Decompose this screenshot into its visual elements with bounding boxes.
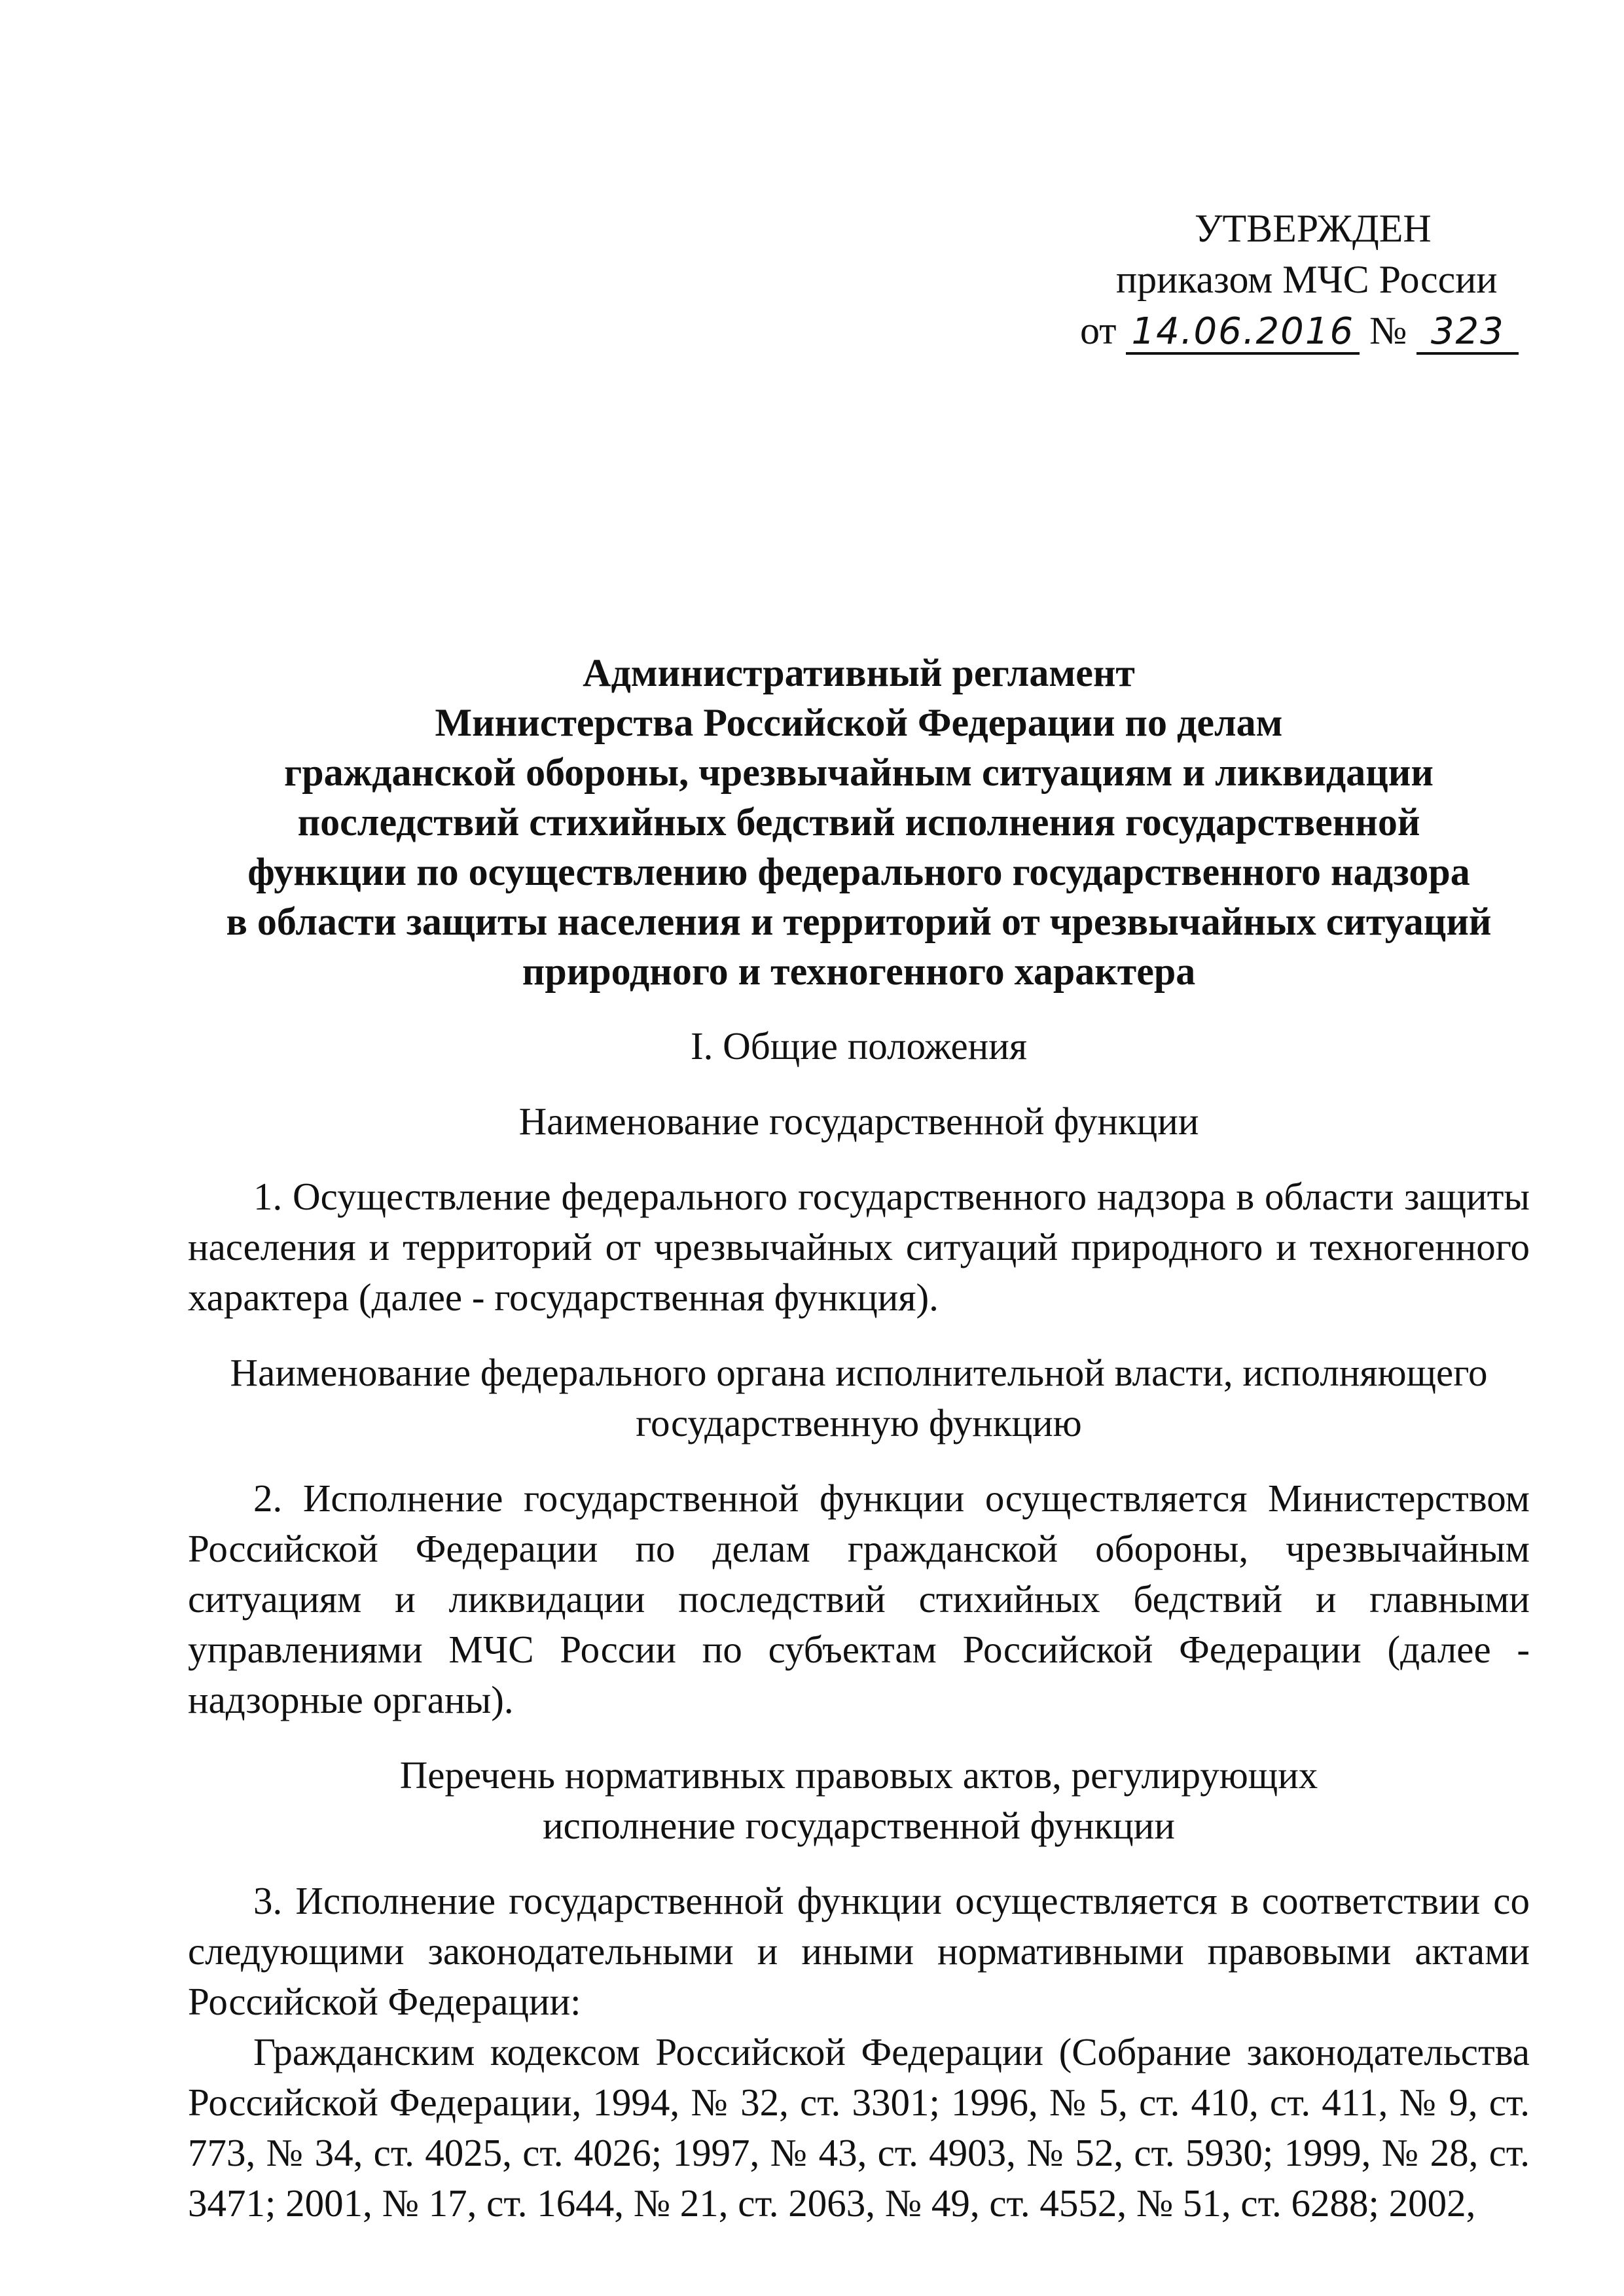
approval-from-label: от (1080, 309, 1117, 352)
handwritten-date: 14.06.2016 (1126, 312, 1360, 355)
document-body (188, 648, 1530, 2229)
title-line: природного и техногенного характера (522, 950, 1196, 993)
handwritten-number: 323 (1416, 312, 1519, 355)
subsection-heading-1: Наименование государственной функции (518, 1100, 1199, 1143)
paragraph-1: 1. Осуществление федерального государственного надзора в области защиты населения и территорий от чрезвычайных ситуаций природного и техногенного характера (далее - государственная функция). (188, 1175, 1530, 1319)
approval-status: УТВЕРЖДЕН (1195, 207, 1432, 250)
approval-number-label: № (1369, 309, 1407, 352)
approval-order: приказом МЧС России (1116, 258, 1498, 301)
paragraph-4: Гражданским кодексом Российской Федерации (Собрание законодательства Российской Федерации, 1994, № 32, ст. 3301; 1996, № 5, ст. 410, ст. 411, № 9, ст. 773, № 34, ст. 4025, ст. 4026; 1997, № 43, ст. 4903, № 52, ст. 5930; 1999, № 28, ст. 3471; 2001, № 17, ст. 1644, № 21, ст. 2063, № 49, ст. 4552, № 51, ст. 6288; 2002, (188, 2030, 1530, 2225)
title-line: в области защиты населения и территорий от чрезвычайных ситуаций (226, 900, 1492, 943)
approval-block (1080, 203, 1538, 356)
subsection-heading-3 (188, 1750, 1530, 1851)
title-line: последствий стихийных бедствий исполнения государственной (297, 800, 1420, 844)
title-line: гражданской обороны, чрезвычайным ситуациям и ликвидации (284, 751, 1434, 794)
approval-date-line (1080, 305, 1538, 356)
title-line: функции по осуществлению федерального государственного надзора (247, 850, 1470, 893)
paragraph-3: 3. Исполнение государственной функции осуществляется в соответствии со следующими законодательными и иными нормативными правовыми актами Российской Федерации: (188, 1879, 1530, 2023)
subsection-heading-2 (188, 1348, 1530, 1448)
document-title (188, 648, 1530, 996)
heading-line: исполнение государственной функции (543, 1804, 1175, 1847)
title-line: Министерства Российской Федерации по делам (435, 701, 1283, 744)
heading-line: государственную функцию (636, 1401, 1082, 1444)
title-line: Административный регламент (583, 651, 1135, 694)
heading-line: Перечень нормативных правовых актов, регулирующих (399, 1753, 1318, 1797)
section-heading: I. Общие положения (691, 1024, 1027, 1067)
heading-line: Наименование федерального органа исполнительной власти, исполняющего (230, 1351, 1488, 1394)
paragraph-2: 2. Исполнение государственной функции осуществляется Министерством Российской Федерации по делам гражданской обороны, чрезвычайным ситуациям и ликвидации последствий стихийных бедствий и главными управлениями МЧС России по субъектам Российской Федерации (далее - надзорные органы). (188, 1477, 1530, 1721)
